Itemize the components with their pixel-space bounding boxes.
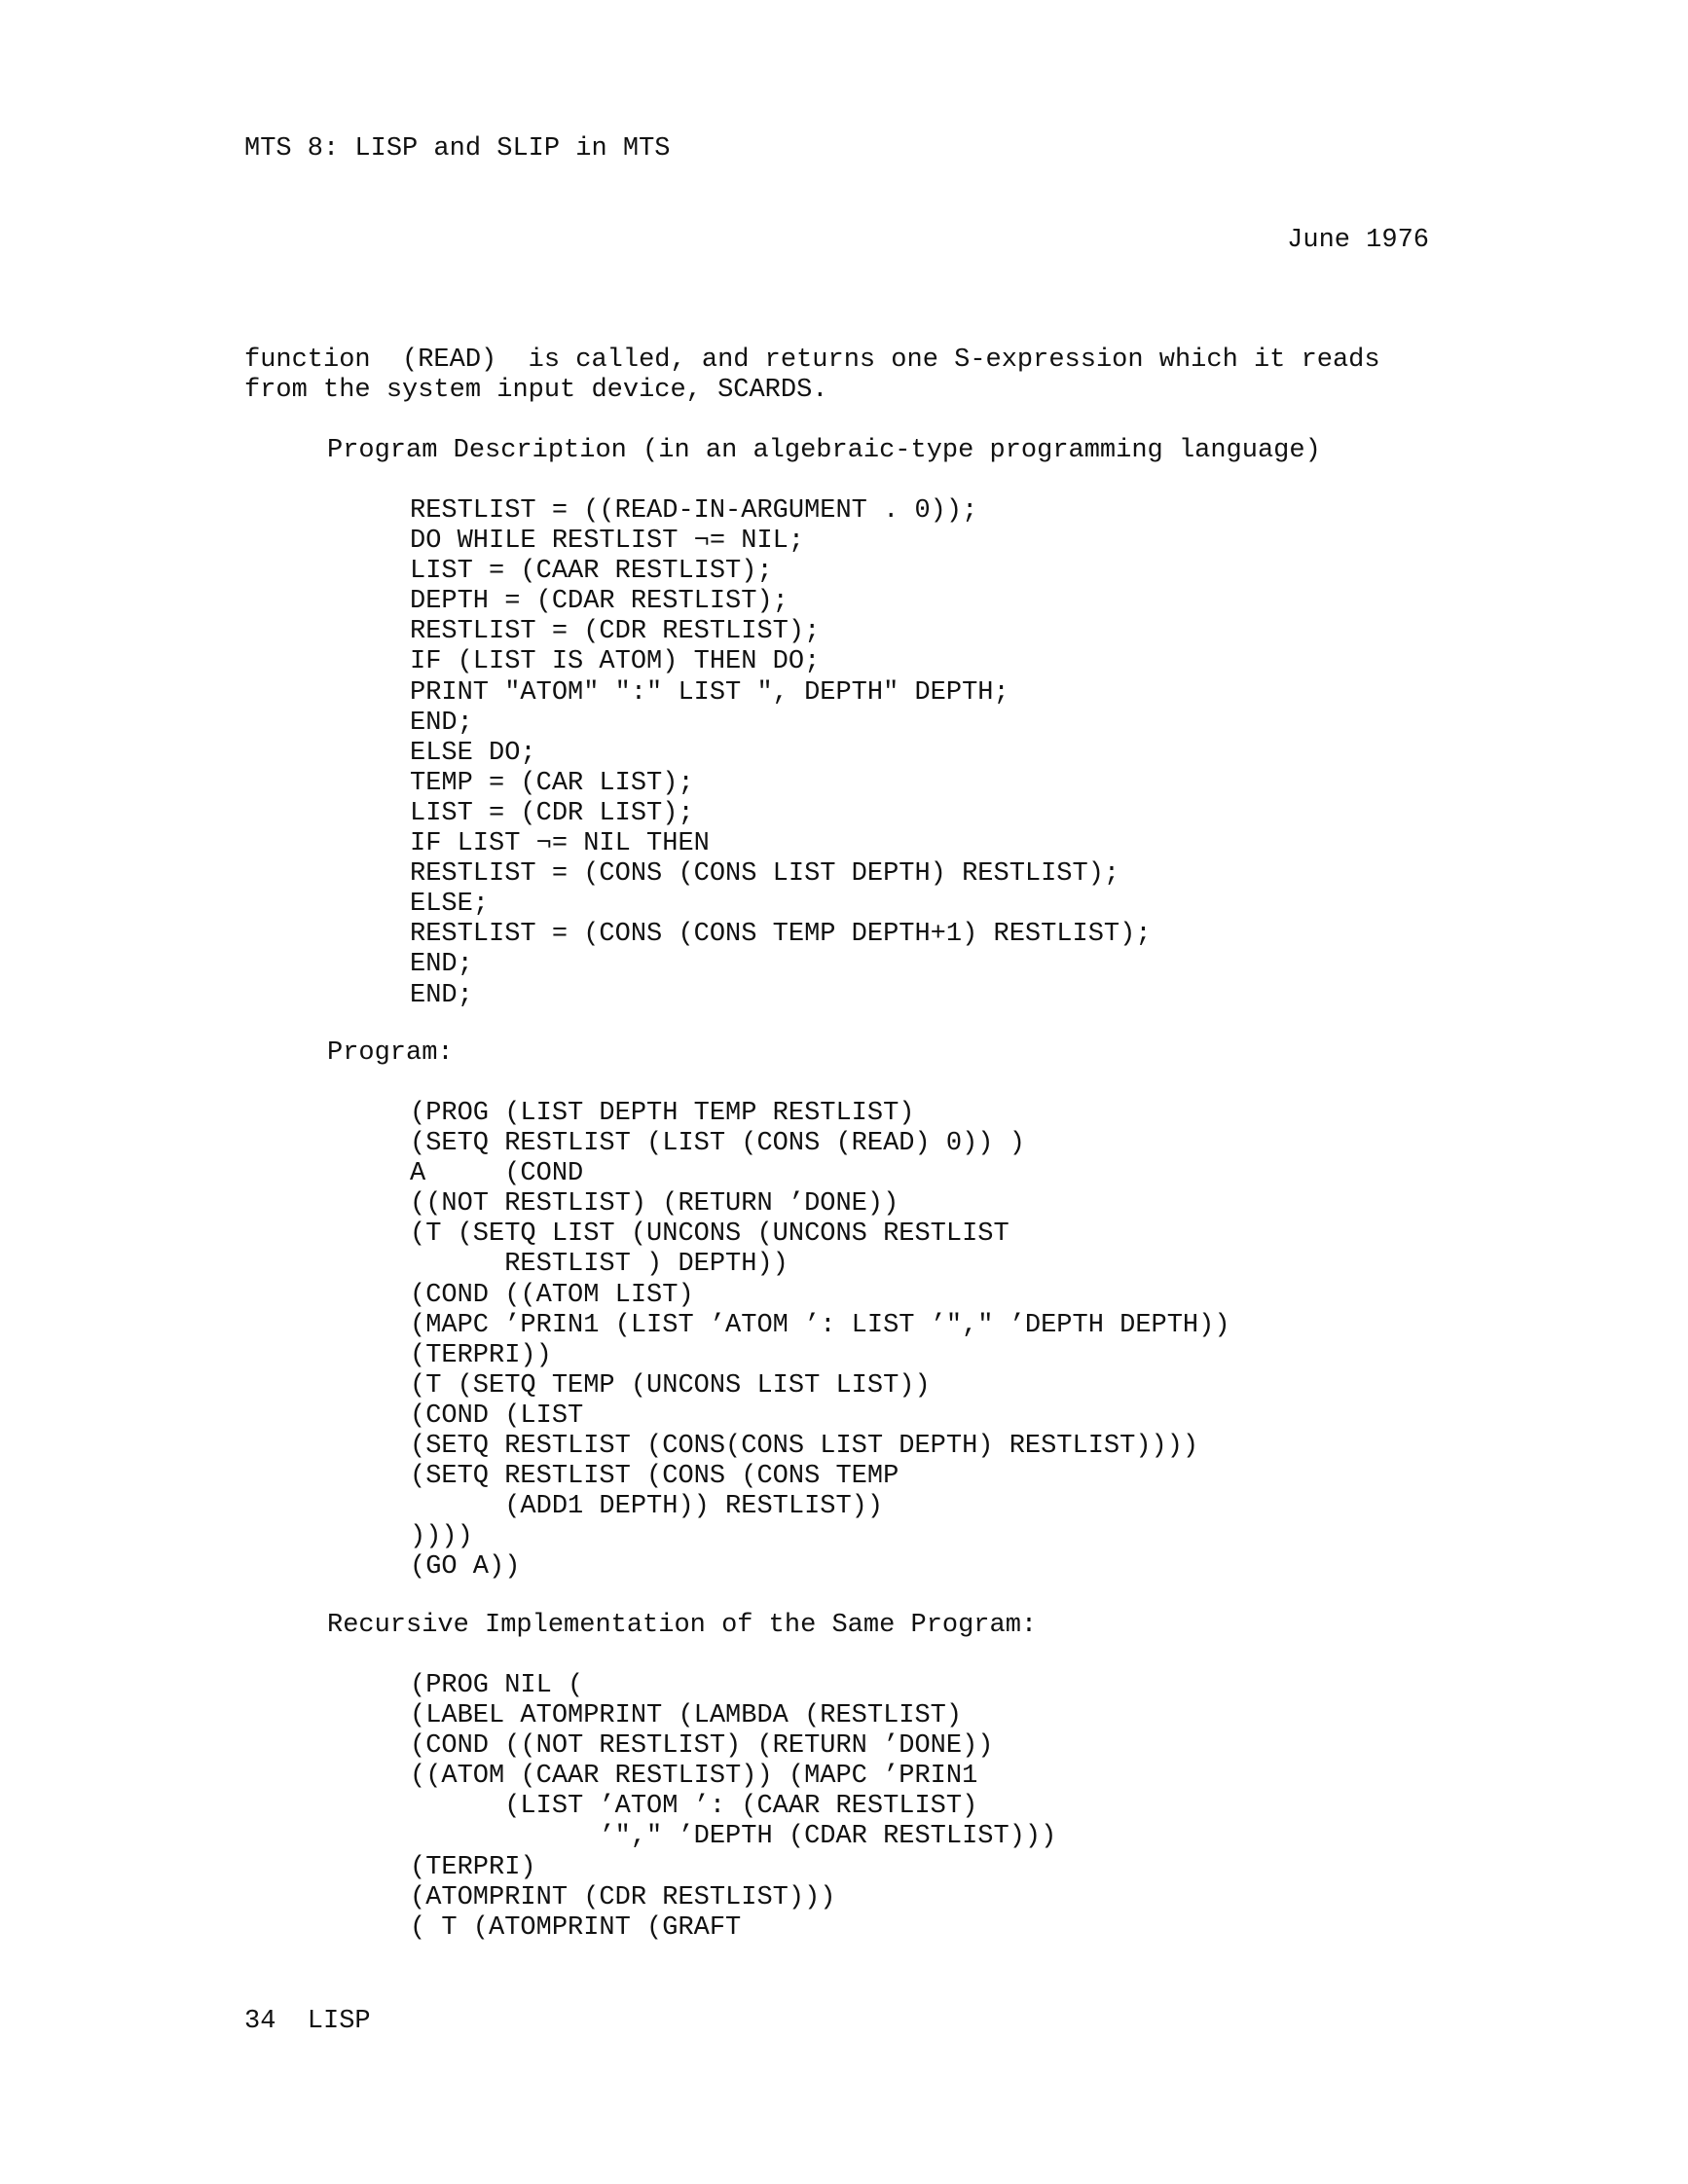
code-line: IF LIST ¬= NIL THEN xyxy=(410,829,710,859)
section-heading-recursive: Recursive Implementation of the Same Program: xyxy=(327,1611,1038,1640)
code-line: ELSE DO; xyxy=(410,738,536,768)
code-line: (MAPC ’PRIN1 (LIST ’ATOM ’: LIST ’"," ’DEPTH DEPTH)) xyxy=(410,1310,1230,1340)
code-line: (SETQ RESTLIST (LIST (CONS (READ) 0)) ) xyxy=(410,1129,1025,1159)
code-line: END; xyxy=(410,708,473,738)
code-line: TEMP = (CAR LIST); xyxy=(410,768,694,798)
code-line: ((NOT RESTLIST) (RETURN ’DONE)) xyxy=(410,1189,899,1219)
code-line: (COND ((NOT RESTLIST) (RETURN ’DONE)) xyxy=(410,1731,994,1762)
code-line: RESTLIST = ((READ-IN-ARGUMENT . 0)); xyxy=(410,496,978,526)
code-line: (SETQ RESTLIST (CONS (CONS TEMP xyxy=(410,1462,899,1492)
section-heading-program: Program: xyxy=(327,1038,454,1068)
code-line: PRINT "ATOM" ":" LIST ", DEPTH" DEPTH; xyxy=(410,677,1009,708)
code-line: ((ATOM (CAAR RESTLIST)) (MAPC ’PRIN1 xyxy=(410,1762,978,1792)
code-line: END; xyxy=(410,980,473,1010)
code-line: LIST = (CAAR RESTLIST); xyxy=(410,557,773,587)
code-line: IF (LIST IS ATOM) THEN DO; xyxy=(410,647,821,677)
code-line: DEPTH = (CDAR RESTLIST); xyxy=(410,587,789,617)
code-block-program xyxy=(410,1099,1230,1583)
code-line: (COND ((ATOM LIST) xyxy=(410,1280,694,1310)
intro-line-2: from the system input device, SCARDS. xyxy=(244,376,828,405)
code-line: (TERPRI) xyxy=(410,1852,536,1882)
code-line: (GO A)) xyxy=(410,1552,521,1583)
code-line: (PROG (LIST DEPTH TEMP RESTLIST) xyxy=(410,1099,915,1128)
code-line: A (COND xyxy=(410,1159,584,1189)
code-line: END; xyxy=(410,950,473,980)
code-line: (ATOMPRINT (CDR RESTLIST))) xyxy=(410,1882,836,1912)
code-block-recursive xyxy=(410,1671,1056,1944)
page-footer: 34 LISP xyxy=(244,2007,371,2036)
intro-line-1: function (READ) is called, and returns one S-expression which it reads xyxy=(244,346,1380,375)
code-line: RESTLIST = (CONS (CONS LIST DEPTH) RESTLIST); xyxy=(410,859,1120,890)
code-line: ELSE; xyxy=(410,890,490,920)
code-line: (TERPRI)) xyxy=(410,1340,552,1370)
code-line: (SETQ RESTLIST (CONS(CONS LIST DEPTH) RESTLIST)))) xyxy=(410,1432,1199,1462)
code-line: LIST = (CDR LIST); xyxy=(410,798,694,828)
code-line: )))) xyxy=(410,1522,473,1552)
code-line: ’"," ’DEPTH (CDAR RESTLIST))) xyxy=(410,1822,1057,1852)
code-line: ( T (ATOMPRINT (GRAFT xyxy=(410,1912,742,1943)
code-line: DO WHILE RESTLIST ¬= NIL; xyxy=(410,527,805,557)
code-line: (COND (LIST xyxy=(410,1401,584,1431)
code-line: RESTLIST = (CDR RESTLIST); xyxy=(410,617,821,647)
code-line: (LIST ’ATOM ’: (CAAR RESTLIST) xyxy=(410,1792,978,1822)
code-line: (ADD1 DEPTH)) RESTLIST)) xyxy=(410,1492,884,1522)
code-line: (LABEL ATOMPRINT (LAMBDA (RESTLIST) xyxy=(410,1701,963,1731)
running-header-date: June 1976 xyxy=(1287,226,1429,255)
code-block-description xyxy=(410,496,1152,1011)
code-line: RESTLIST = (CONS (CONS TEMP DEPTH+1) RESTLIST); xyxy=(410,920,1152,950)
code-line: (T (SETQ TEMP (UNCONS LIST LIST)) xyxy=(410,1370,931,1401)
code-line: (T (SETQ LIST (UNCONS (UNCONS RESTLIST xyxy=(410,1219,1009,1250)
code-line: (PROG NIL ( xyxy=(410,1671,584,1700)
running-header-title: MTS 8: LISP and SLIP in MTS xyxy=(244,134,671,164)
code-line: RESTLIST ) DEPTH)) xyxy=(410,1250,789,1280)
section-heading-description: Program Description (in an algebraic-type programming language) xyxy=(327,436,1321,465)
